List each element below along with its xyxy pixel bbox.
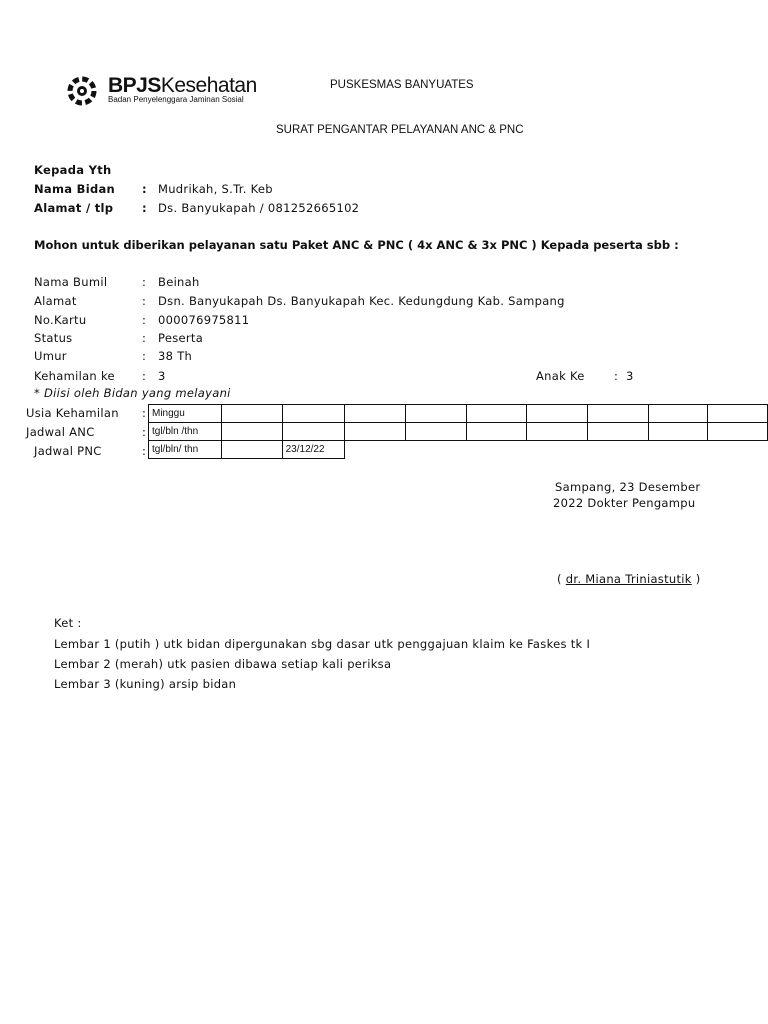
request-statement: Mohon untuk diberikan pelayanan satu Paket ANC & PNC ( 4x ANC & 3x PNC ) Kepada peserta sbb : [34, 238, 679, 252]
anak-ke-value: 3 [626, 369, 634, 383]
table-cell: Minggu [149, 405, 222, 423]
bidan-fill-note: * Diisi oleh Bidan yang melayani [34, 386, 231, 400]
patient-value-kehamilan-ke: 3 [158, 369, 166, 383]
table-cell [221, 441, 282, 459]
signature-close-paren: ) [695, 572, 701, 586]
table-cell [221, 405, 282, 423]
notes-item: Lembar 1 (putih ) utk bidan dipergunakan sbg dasar utk penggajuan klaim ke Faskes tk I [54, 637, 591, 651]
table-cell [648, 423, 707, 441]
schedule-label-jadwal-pnc: Jadwal PNC [34, 444, 102, 458]
patient-value-umur: 38 Th [158, 349, 193, 363]
patient-label-nama-bumil: Nama Bumil [34, 275, 108, 289]
table-cell [526, 423, 587, 441]
table-cell [648, 405, 707, 423]
table-cell [221, 423, 282, 441]
recipient-colon: : [142, 182, 147, 196]
table-cell [406, 423, 466, 441]
table-cell: tgl/bln /thn [149, 423, 222, 441]
bpjs-emblem-icon [64, 74, 100, 108]
table-cell [282, 423, 345, 441]
schedule-colon: : [142, 406, 146, 420]
table-cell: 23/12/22 [282, 441, 345, 459]
recipient-colon: : [142, 201, 147, 215]
logo-main-text: BPJS [108, 74, 161, 97]
table-row [149, 405, 768, 423]
schedule-table [148, 404, 768, 459]
table-cell [466, 405, 526, 423]
patient-value-alamat: Dsn. Banyukapah Ds. Banyukapah Kec. Kedungdung Kab. Sampang [158, 294, 565, 308]
signature-doctor-name: dr. Miana Triniastutik [565, 572, 692, 586]
recipient-value-alamat: Ds. Banyukapah / 081252665102 [158, 201, 360, 215]
table-cell [707, 423, 767, 441]
patient-colon: : [142, 331, 147, 345]
table-cell [345, 423, 406, 441]
patient-colon: : [142, 349, 147, 363]
recipient-label-alamat: Alamat / tlp [34, 201, 114, 215]
patient-colon: : [142, 369, 147, 383]
logo-secondary-text: Kesehatan [160, 74, 257, 97]
patient-value-status: Peserta [158, 331, 204, 345]
patient-colon: : [142, 275, 147, 289]
schedule-colon: : [142, 425, 146, 439]
logo-subtitle: Badan Penyelenggara Jaminan Sosial [108, 95, 244, 104]
notes-item: Lembar 2 (merah) utk pasien dibawa setiap kali periksa [54, 657, 392, 671]
table-row [149, 423, 768, 441]
signature-role: 2022 Dokter Pengampu [553, 496, 696, 510]
table-cell [406, 405, 466, 423]
patient-label-no-kartu: No.Kartu [34, 313, 87, 327]
recipient-label-nama-bidan: Nama Bidan [34, 182, 116, 196]
institution-name: PUSKESMAS BANYUATES [330, 79, 474, 91]
table-cell [587, 405, 648, 423]
table-cell [587, 423, 648, 441]
table-cell [526, 405, 587, 423]
table-cell [466, 423, 526, 441]
patient-label-umur: Umur [34, 349, 67, 363]
schedule-label-usia-kehamilan: Usia Kehamilan [26, 406, 119, 420]
signature-place-date: Sampang, 23 Desember [555, 480, 701, 494]
notes-title: Ket : [54, 616, 82, 630]
notes-item: Lembar 3 (kuning) arsip bidan [54, 677, 237, 691]
table-cell [345, 405, 406, 423]
patient-value-no-kartu: 000076975811 [158, 313, 250, 327]
schedule-label-jadwal-anc: Jadwal ANC [26, 425, 95, 439]
patient-value-nama-bumil: Beinah [158, 275, 200, 289]
table-cell [707, 405, 767, 423]
signature-block [557, 572, 701, 586]
patient-label-alamat: Alamat [34, 294, 77, 308]
patient-label-kehamilan-ke: Kehamilan ke [34, 369, 115, 383]
table-cell: tgl/bln/ thn [149, 441, 222, 459]
bpjs-logo [64, 74, 264, 108]
table-row [149, 441, 768, 459]
patient-colon: : [142, 313, 147, 327]
schedule-colon: : [142, 444, 146, 458]
document-title: SURAT PENGANTAR PELAYANAN ANC & PNC [276, 124, 524, 136]
patient-label-status: Status [34, 331, 73, 345]
anak-ke-colon: : [614, 369, 619, 383]
patient-colon: : [142, 294, 147, 308]
table-cell [282, 405, 345, 423]
signature-open-paren: ( [557, 572, 562, 586]
anak-ke-label: Anak Ke [536, 369, 585, 383]
recipient-greeting: Kepada Yth [34, 163, 112, 177]
recipient-value-nama-bidan: Mudrikah, S.Tr. Keb [158, 182, 273, 196]
